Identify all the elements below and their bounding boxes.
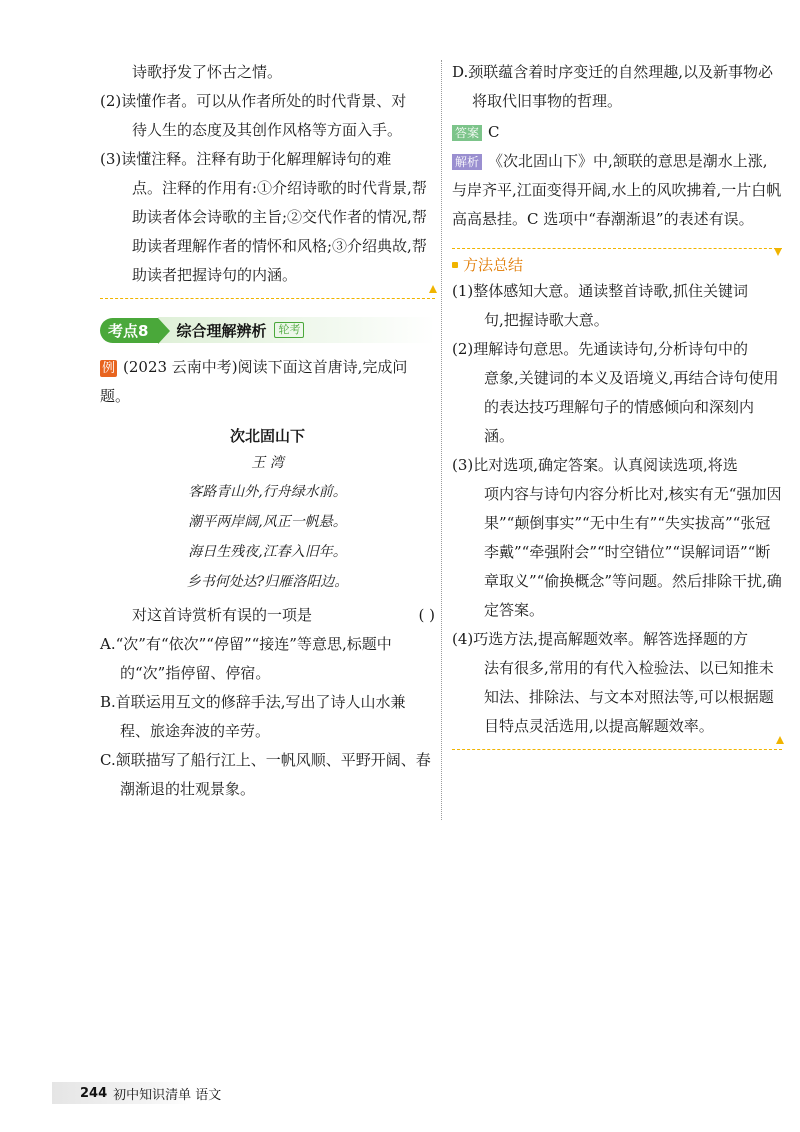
poem-line: 潮平两岸阔,风正一帆悬。 [188,514,347,530]
poem [100,423,435,597]
method-text-rest: 意象,关键词的本义及语境义,再结合诗句使用的表达技巧理解句子的情感倾向和深刻内涵。 [484,369,779,445]
poem-line: 海日生残夜,江春入旧年。 [188,544,347,560]
tip-number: (2) [100,92,122,110]
tip-text-first: 读懂注释。注释有助于化解理解诗句的难 [121,150,392,168]
method-number: (1) [452,282,474,300]
answer-badge: 答案 [452,125,482,141]
square-bullet-icon [452,262,458,268]
method-item-1 [452,277,782,335]
poem-line: 乡书何处达?归雁洛阳边。 [186,574,349,590]
tip-text-rest: 待人生的态度及其创作风格等方面入手。 [132,121,403,139]
method-text-first: 理解诗句意思。先通读诗句,分析诗句中的 [473,340,749,358]
question-text: 对这首诗赏析有误的一项是 [132,606,313,624]
key-point-title-bar [158,317,435,343]
poem-author: 王 湾 [251,455,284,471]
column-divider [441,60,442,820]
option-a: A.“次”有“依次”“停留”“接连”等意思,标题中的“次”指停留、停宿。 [100,635,392,682]
option-b: B.首联运用互文的修辞手法,写出了诗人山水兼程、旅途奔波的辛劳。 [100,693,406,740]
question-stem [100,601,435,630]
method-text-first: 比对选项,确定答案。认真阅读选项,将选 [473,456,738,474]
page-footer [52,1082,222,1104]
method-number: (3) [452,456,474,474]
tip-item-3 [100,145,435,290]
analysis-text: 《次北固山下》中,颔联的意思是潮水上涨,与岸齐平,江面变得开阔,水上的风吹拂着,一片白帆高高悬挂。C 选项中“春潮渐退”的表述有误。 [452,152,782,228]
section-end-divider [100,298,435,299]
arrow-up-icon [776,736,784,744]
arrow-up-icon [429,285,437,293]
left-column [100,58,435,804]
example-prompt [100,353,435,411]
tip-item-2 [100,87,435,145]
method-text-rest: 法有很多,常用的有代入检验法、以已知推未知法、排除法、与文本对照法等,可以根据题目特点灵活选用,以提高解题效率。 [484,659,774,735]
answer-blank: ( ) [418,606,435,624]
tip-number: (3) [100,150,122,168]
key-point-header [100,317,435,343]
method-summary-header [452,248,782,277]
section-end-divider [452,749,782,750]
intro-tail: 诗歌抒发了怀古之情。 [132,63,283,81]
right-column [452,58,782,750]
tip-text-first: 读懂作者。可以从作者所处的时代背景、对 [121,92,407,110]
method-text-first: 整体感知大意。通读整首诗歌,抓住关键词 [473,282,749,300]
option-c: C.颔联描写了船行江上、一帆风顺、平野开阔、春潮渐退的壮观景象。 [100,751,431,798]
method-item-3 [452,451,782,625]
arrow-down-icon [774,248,782,256]
method-item-4 [452,625,782,741]
method-item-2 [452,335,782,451]
method-text-rest: 项内容与诗句内容分析比对,核实有无“强加因果”“颠倒事实”“无中生有”“失实拔高”“张冠李戴”“牵强附会”“时空错位”“误解词语”“断章取义”“偷换概念”等问题。然后排除干扰,确定答案。 [484,485,782,619]
example-text: (2023 云南中考)阅读下面这首唐诗,完成问题。 [100,358,408,405]
option-d: D.颈联蕴含着时序变迁的自然理趣,以及新事物必将取代旧事物的哲理。 [452,63,774,110]
page-number: 244 [80,1085,108,1101]
method-summary-title: 方法总结 [463,256,524,274]
method-text-rest: 句,把握诗歌大意。 [484,311,609,329]
answer-value: C [488,123,500,141]
tip-text-rest: 点。注释的作用有:①介绍诗歌的时代背景,帮助读者体会诗歌的主旨;②交代作者的情况,帮助读者理解作者的情怀和风格;③介绍典故,帮助读者把握诗句的内涵。 [132,179,427,284]
book-title: 初中知识清单 语文 [113,1087,222,1103]
key-point-title: 综合理解辨析 [176,321,267,340]
poem-line: 客路青山外,行舟绿水前。 [188,484,347,500]
key-point-tag: 轮考 [274,322,304,338]
answer-line [452,118,782,147]
analysis-block [452,147,782,234]
method-text-first: 巧选方法,提高解题效率。解答选择题的方 [473,630,749,648]
key-point-badge: 考点8 [100,318,158,343]
poem-title: 次北固山下 [229,427,305,445]
method-number: (4) [452,630,474,648]
example-badge: 例 [101,361,115,376]
analysis-badge: 解析 [452,154,482,170]
method-number: (2) [452,340,474,358]
